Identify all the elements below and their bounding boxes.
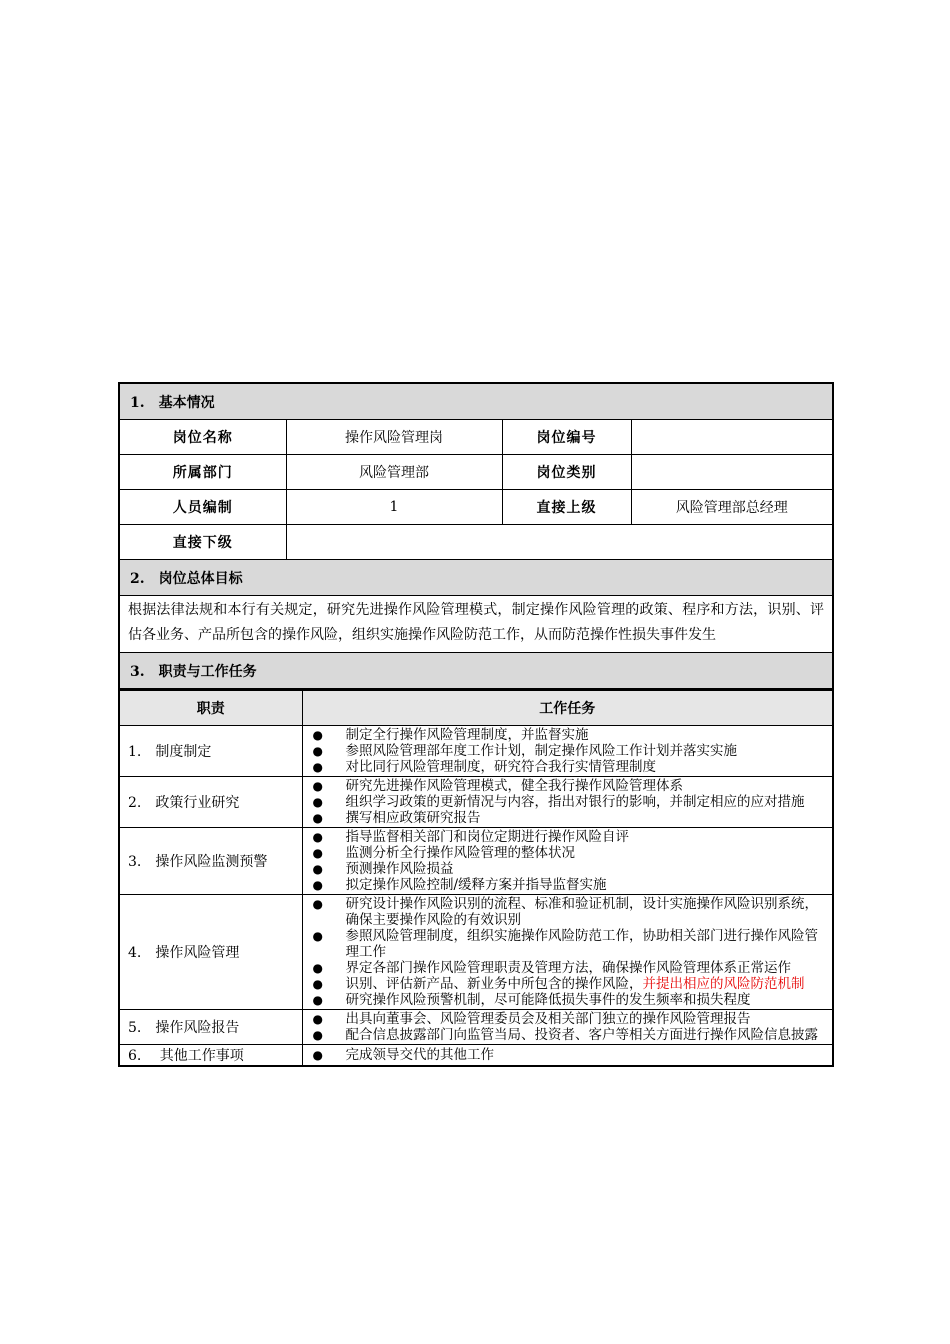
goal-text: 根据法律法规和本行有关规定，研究先进操作风险管理模式，制定操作风险管理的政策、程序和方法，识别、评估各业务、产品所包含的操作风险，组织实施操作风险防范工作，从而防范操作性损失事件发生 bbox=[119, 596, 833, 653]
bullet-icon: ● bbox=[312, 830, 323, 844]
task-item bbox=[313, 845, 827, 861]
task-text: 组织学习政策的更新情况与内容，指出对银行的影响，并制定相应的应对措施 bbox=[345, 794, 805, 810]
duty-row bbox=[119, 726, 833, 777]
duty-tasks-cell bbox=[302, 1010, 833, 1045]
subordinate-label: 直接下级 bbox=[119, 525, 286, 560]
duty-name: 2. 政策行业研究 bbox=[119, 777, 302, 828]
position-type-label: 岗位类别 bbox=[502, 455, 631, 490]
duty-name: 6. 其他工作事项 bbox=[119, 1045, 302, 1067]
task-item bbox=[313, 829, 827, 845]
task-text: 参照风险管理制度，组织实施操作风险防范工作，协助相关部门进行操作风险管理工作 bbox=[345, 928, 818, 960]
duty-name: 4. 操作风险管理 bbox=[119, 895, 302, 1010]
bullet-icon: ● bbox=[312, 862, 323, 876]
task-item bbox=[313, 960, 827, 976]
bullet-icon: ● bbox=[312, 728, 323, 742]
duty-tasks-cell bbox=[302, 777, 833, 828]
job-description-document bbox=[118, 382, 832, 1067]
task-text: 撰写相应政策研究报告 bbox=[345, 810, 481, 826]
section-goal-heading: 2. 岗位总体目标 bbox=[119, 560, 833, 596]
duty-row bbox=[119, 895, 833, 1010]
bullet-icon: ● bbox=[312, 760, 323, 774]
task-item bbox=[313, 778, 827, 794]
task-highlight-text: 并提出相应的风险防范机制 bbox=[642, 976, 805, 992]
bullet-icon: ● bbox=[312, 744, 323, 758]
basic-info-table bbox=[118, 382, 834, 690]
duty-row bbox=[119, 828, 833, 895]
duty-tasks-cell bbox=[302, 828, 833, 895]
task-item bbox=[313, 759, 827, 775]
task-item bbox=[313, 992, 827, 1008]
task-text: 拟定操作风险控制/缓释方案并指导监督实施 bbox=[345, 877, 607, 893]
headcount-label: 人员编制 bbox=[119, 490, 286, 525]
task-text: 出具向董事会、风险管理委员会及相关部门独立的操作风险管理报告 bbox=[345, 1011, 751, 1027]
task-item bbox=[313, 877, 827, 893]
duty-row bbox=[119, 1045, 833, 1067]
task-text: 研究设计操作风险识别的流程、标准和验证机制，设计实施操作风险识别系统，确保主要操作风险的有效识别 bbox=[345, 896, 818, 928]
department-value: 风险管理部 bbox=[286, 455, 502, 490]
position-no-value bbox=[631, 420, 833, 455]
duty-row bbox=[119, 1010, 833, 1045]
task-item bbox=[313, 896, 827, 928]
task-item bbox=[313, 794, 827, 810]
task-text: 监测分析全行操作风险管理的整体状况 bbox=[345, 845, 575, 861]
department-label: 所属部门 bbox=[119, 455, 286, 490]
duty-column-header: 职责 bbox=[119, 691, 302, 726]
position-name-value: 操作风险管理岗 bbox=[286, 420, 502, 455]
bullet-icon: ● bbox=[312, 929, 323, 943]
duty-table bbox=[118, 690, 834, 1067]
task-text: 配合信息披露部门向监管当局、投资者、客户等相关方面进行操作风险信息披露 bbox=[345, 1027, 818, 1043]
task-text: 完成领导交代的其他工作 bbox=[345, 1047, 494, 1063]
bullet-icon: ● bbox=[312, 811, 323, 825]
bullet-icon: ● bbox=[312, 846, 323, 860]
task-list bbox=[313, 778, 827, 826]
bullet-icon: ● bbox=[312, 977, 323, 991]
section-basic-heading: 1. 基本情况 bbox=[119, 383, 833, 420]
task-text: 对比同行风险管理制度，研究符合我行实情管理制度 bbox=[345, 759, 656, 775]
task-item bbox=[313, 976, 827, 992]
position-no-label: 岗位编号 bbox=[502, 420, 631, 455]
task-text: 预测操作风险损益 bbox=[345, 861, 454, 877]
duty-tasks-cell bbox=[302, 1045, 833, 1067]
task-text: 指导监督相关部门和岗位定期进行操作风险自评 bbox=[345, 829, 629, 845]
task-item bbox=[313, 727, 827, 743]
bullet-icon: ● bbox=[312, 795, 323, 809]
tasks-column-header: 工作任务 bbox=[302, 691, 833, 726]
task-item bbox=[313, 743, 827, 759]
bullet-icon: ● bbox=[312, 1028, 323, 1042]
duty-tasks-cell bbox=[302, 726, 833, 777]
task-item bbox=[313, 1027, 827, 1043]
superior-label: 直接上级 bbox=[502, 490, 631, 525]
task-item bbox=[313, 1047, 827, 1063]
task-item bbox=[313, 1011, 827, 1027]
headcount-value: 1 bbox=[286, 490, 502, 525]
task-item bbox=[313, 928, 827, 960]
position-type-value bbox=[631, 455, 833, 490]
bullet-icon: ● bbox=[312, 993, 323, 1007]
bullet-icon: ● bbox=[312, 779, 323, 793]
task-list bbox=[313, 829, 827, 893]
duty-row bbox=[119, 777, 833, 828]
task-text: 研究先进操作风险管理模式，健全我行操作风险管理体系 bbox=[345, 778, 683, 794]
duty-name: 3. 操作风险监测预警 bbox=[119, 828, 302, 895]
duty-tasks-cell bbox=[302, 895, 833, 1010]
bullet-icon: ● bbox=[312, 1048, 323, 1062]
task-item bbox=[313, 861, 827, 877]
task-item bbox=[313, 810, 827, 826]
bullet-icon: ● bbox=[312, 1012, 323, 1026]
bullet-icon: ● bbox=[312, 897, 323, 911]
position-name-label: 岗位名称 bbox=[119, 420, 286, 455]
task-text: 制定全行操作风险管理制度，并监督实施 bbox=[345, 727, 589, 743]
duty-name: 5. 操作风险报告 bbox=[119, 1010, 302, 1045]
duty-name: 1. 制度制定 bbox=[119, 726, 302, 777]
task-text: 识别、评估新产品、新业务中所包含的操作风险， bbox=[345, 976, 643, 992]
task-text: 参照风险管理部年度工作计划，制定操作风险工作计划并落实实施 bbox=[345, 743, 737, 759]
task-text: 研究操作风险预警机制，尽可能降低损失事件的发生频率和损失程度 bbox=[345, 992, 751, 1008]
section-duties-heading: 3. 职责与工作任务 bbox=[119, 653, 833, 690]
bullet-icon: ● bbox=[312, 961, 323, 975]
task-list bbox=[313, 896, 827, 1008]
superior-value: 风险管理部总经理 bbox=[631, 490, 833, 525]
subordinate-value bbox=[286, 525, 833, 560]
task-list bbox=[313, 1011, 827, 1043]
task-list bbox=[313, 727, 827, 775]
task-list bbox=[313, 1047, 827, 1063]
task-text: 界定各部门操作风险管理职责及管理方法，确保操作风险管理体系正常运作 bbox=[345, 960, 791, 976]
bullet-icon: ● bbox=[312, 878, 323, 892]
